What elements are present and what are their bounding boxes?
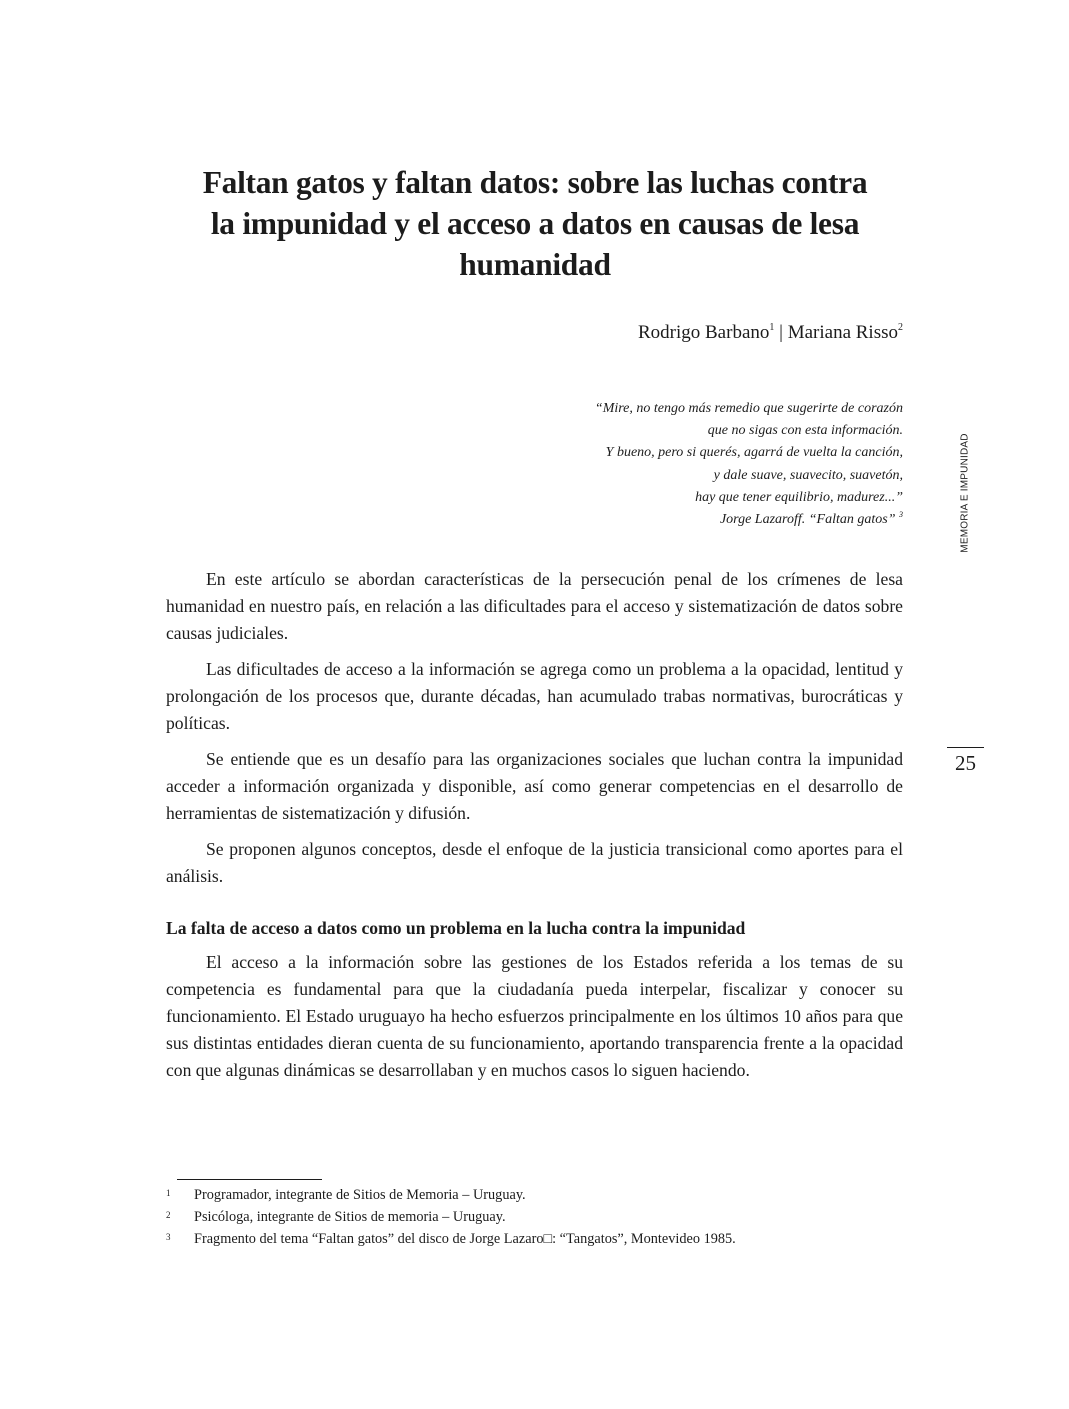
author-separator: | bbox=[774, 322, 788, 343]
title-line: Faltan gatos y faltan datos: sobre las luchas contra bbox=[202, 165, 868, 200]
epigraph-line: “Mire, no tengo más remedio que sugerirte de corazón bbox=[594, 401, 903, 416]
paragraph: Las dificultades de acceso a la información se agrega como un problema a la opacidad, lentitud y prolongación de los procesos que, durante décadas, han acumulado trabas normativas, burocráticas y políticas. bbox=[166, 659, 903, 733]
section-heading: La falta de acceso a datos como un problema en la lucha contra la impunidad bbox=[166, 918, 746, 938]
paragraph: En este artículo se abordan características de la persecución penal de los crímenes de lesa humanidad en nuestro país, en relación a las dificultades para el acceso y sistematización de datos sobre causas judiciales. bbox=[166, 569, 903, 643]
footnote-mark: 1 bbox=[166, 1188, 171, 1198]
title-line: la impunidad y el acceso a datos en causas de lesa bbox=[210, 206, 860, 241]
paragraph: El acceso a la información sobre las gestiones de los Estados referida a los temas de su competencia es fundamental para que la ciudadanía pueda interpelar, fiscalizar y conocer su funcionamiento. El Estado uruguayo ha hecho esfuerzos principalmente en los últimos 10 años para que sus distintas entidades dieran cuenta de su funcionamiento, aportando transparencia frente a la opacidad con que algunas dinámicas se desarrollaban y en muchos casos lo siguen haciendo. bbox=[166, 952, 903, 1080]
footnote-mark: 2 bbox=[166, 1210, 171, 1220]
running-section-label bbox=[958, 420, 972, 565]
epigraph-attribution bbox=[483, 509, 903, 531]
footnote-ref: 2 bbox=[898, 322, 903, 333]
footnote-text: Psicóloga, integrante de Sitios de memoria – Uruguay. bbox=[194, 1209, 506, 1225]
epigraph-attribution-text: Jorge Lazaroff. “Faltan gatos” bbox=[719, 512, 896, 528]
section-label-text: MEMORIA E IMPUNIDAD bbox=[959, 432, 971, 553]
footnotes bbox=[166, 1184, 906, 1250]
footnote-text: Fragmento del tema “Faltan gatos” del disco de Jorge Lazaro□: “Tangatos”, Montevideo 1985. bbox=[194, 1231, 736, 1247]
epigraph-line: que no sigas con esta información. bbox=[707, 423, 903, 439]
footnote-text: Programador, integrante de Sitios de Memoria – Uruguay. bbox=[194, 1187, 526, 1203]
paragraph: Se proponen algunos conceptos, desde el enfoque de la justicia transicional como aportes para el análisis. bbox=[166, 839, 903, 886]
article-title bbox=[160, 162, 910, 285]
footnote bbox=[166, 1184, 906, 1206]
footnote bbox=[166, 1206, 906, 1228]
author-name: Mariana Risso bbox=[787, 322, 898, 343]
epigraph-line: Y bueno, pero si querés, agarrá de vuelta la canción, bbox=[605, 445, 903, 461]
footnote-rule bbox=[177, 1179, 322, 1180]
article-body bbox=[166, 566, 903, 1093]
title-line: humanidad bbox=[459, 247, 611, 282]
page-number: 25 bbox=[955, 751, 976, 775]
footnote-ref: 1 bbox=[769, 322, 775, 333]
author-line bbox=[638, 320, 903, 346]
paragraph: Se entiende que es un desafío para las organizaciones sociales que luchan contra la impunidad acceder a información organizada y disponible, así como generar competencias en el desarrollo de herramientas de sistematización y difusión. bbox=[166, 749, 903, 823]
epigraph-line: y dale suave, suavecito, suavetón, bbox=[713, 467, 903, 483]
footnote bbox=[166, 1228, 906, 1250]
page-number-rule bbox=[947, 747, 984, 748]
epigraph bbox=[483, 398, 903, 531]
footnote-ref: 3 bbox=[899, 510, 903, 520]
epigraph-line: hay que tener equilibrio, madurez...” bbox=[695, 489, 903, 505]
author-name: Rodrigo Barbano bbox=[637, 322, 770, 343]
footnote-mark: 3 bbox=[166, 1232, 171, 1242]
